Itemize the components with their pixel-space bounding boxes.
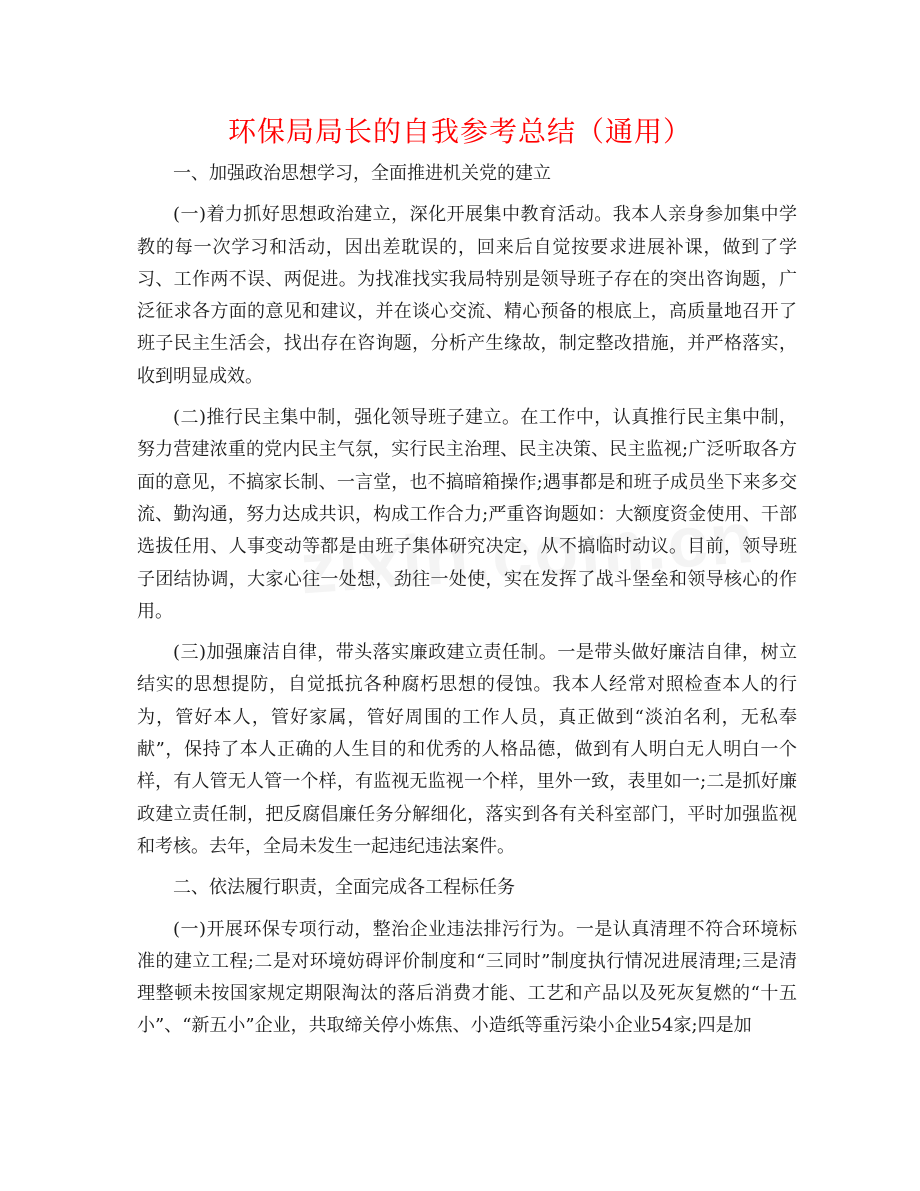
paragraph-1-1: (一)着力抓好思想政治建立，深化开展集中教育活动。我本人亲身参加集中学教的每一次学习和活动，因出差耽误的，回来后自觉按要求进展补课，做到了学习、工作两不误、两促进。为找准找实我局特别是领导班子存在的突出咨询题，广泛征求各方面的意见和建议，并在谈心交流、精心预备的根底上，高质量地召开了班子民主生活会，找出存在咨询题，分析产生缘故，制定整改措施，并严格落实，收到明显成效。 xyxy=(137,204,797,387)
paragraph-1-3: (三)加强廉洁自律，带头落实廉政建立责任制。一是带头做好廉洁自律，树立结实的思想提防，自觉抵抗各种腐朽思想的侵蚀。我本人经常对照检查本人的行为，管好本人，管好家属，管好周围的工作人员，真正做到“淡泊名利，无私奉献”，保持了本人正确的人生目的和优秀的人格品德，做到有人明白无人明白一个样，有人管无人管一个样，有监视无监视一个样，里外一致，表里如一;二是抓好廉政建立责任制，把反腐倡廉任务分解细化，落实到各有关科室部门，平时加强监视和考核。去年，全局未发生一起违纪违法案件。 xyxy=(137,642,797,857)
spacer xyxy=(137,393,797,402)
paragraph-2-1: (一)开展环保专项行动，整治企业违法排污行为。一是认真清理不符合环境标准的建立工程;二是对环境妨碍评价制度和“三同时”制度执行情况进展清理;三是清理整顿未按国家规定期限淘汰的落后消费才能、工艺和产品以及死灰复燃的“十五小”、“新五小”企业，共取缔关停小炼焦、小造纸等重污染小企业54家;四是加 xyxy=(137,918,797,1037)
section-heading-2: 二、依法履行职责，全面完成各工程标任务 xyxy=(173,877,515,899)
section-heading-1: 一、加强政治思想学习，全面推进机关党的建立 xyxy=(173,163,551,184)
spacer xyxy=(137,863,797,872)
document-body xyxy=(137,158,797,1043)
spacer xyxy=(137,190,797,199)
spacer xyxy=(137,628,797,637)
paragraph-1-2: (二)推行民主集中制，强化领导班子建立。在工作中，认真推行民主集中制，努力营建浓重的党内民主气氛，实行民主治理、民主决策、民主监视;广泛听取各方面的意见，不搞家长制、一言堂，也不搞暗箱操作;遇事都是和班子成员坐下来多交流、勤沟通，努力达成共识，构成工作合力;严重咨询题如：大额度资金使用、干部选拔任用、人事变动等都是由班子集体研究决定，从不搞临时动议。目前，领导班子团结协调，大家心往一处想，劲往一处使，实在发挥了战斗堡垒和领导核心的作用。 xyxy=(137,407,797,622)
document-title: 环保局局长的自我参考总结（通用） xyxy=(227,115,692,148)
spacer xyxy=(137,905,797,914)
